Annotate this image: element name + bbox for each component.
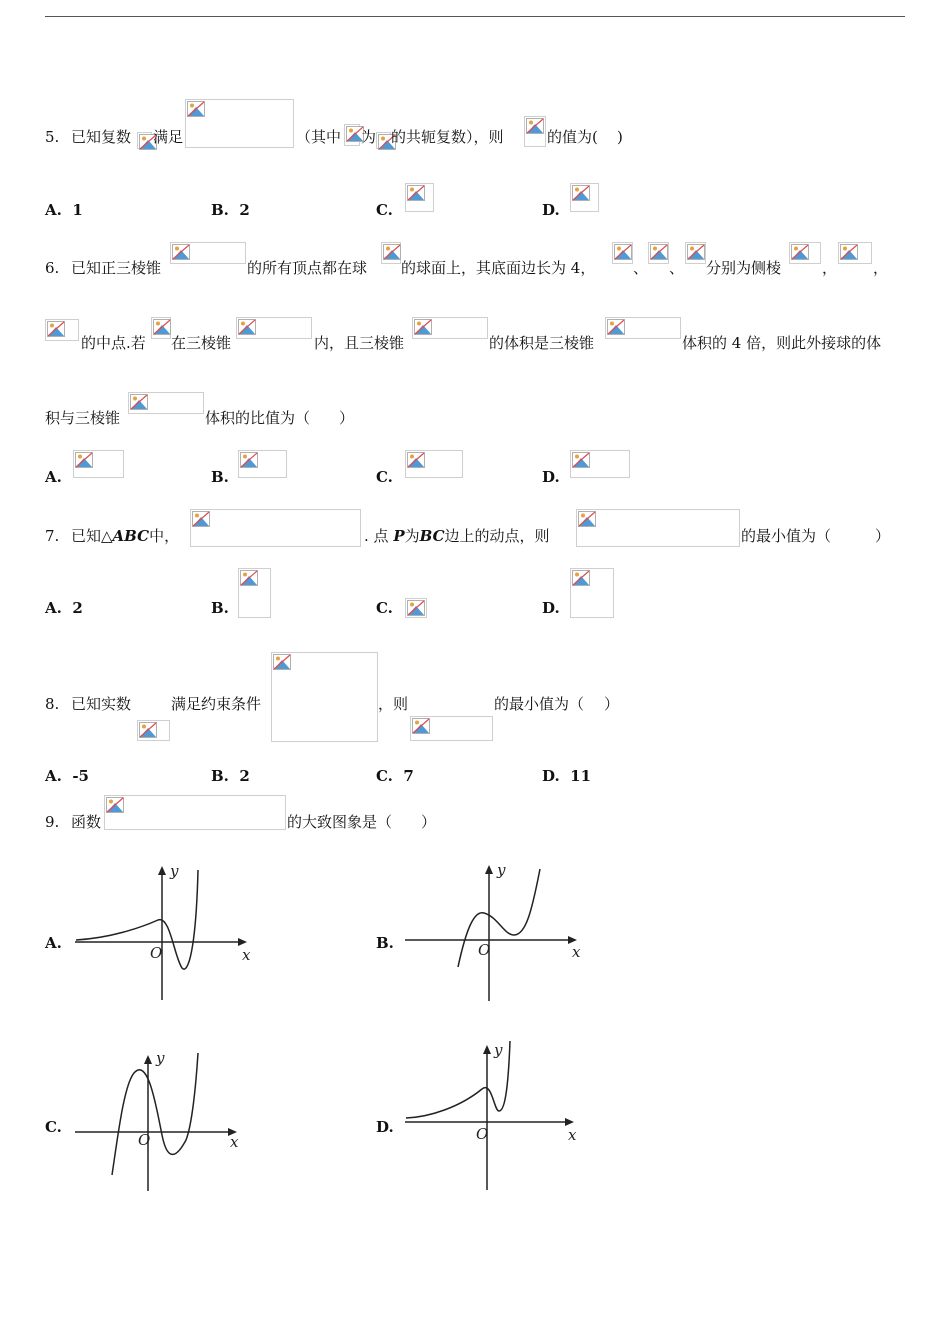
q5-text-7: )	[617, 128, 623, 146]
graph-c[interactable]	[70, 1045, 260, 1195]
q8-option-c[interactable]: C. 7	[376, 767, 414, 785]
formula-image	[137, 132, 152, 149]
formula-image	[570, 183, 599, 212]
q6-text-2: 的所有顶点都在球	[247, 259, 368, 277]
formula-image	[236, 317, 312, 339]
broken-image-icon	[192, 511, 210, 527]
broken-image-icon	[240, 570, 258, 586]
broken-image-icon	[414, 319, 432, 335]
q6-text-1: 已知正三棱锥	[71, 259, 162, 277]
broken-image-icon	[238, 319, 256, 335]
formula-image	[570, 568, 614, 618]
q6-option-c[interactable]: C.	[376, 468, 393, 486]
x-label: x	[568, 1126, 577, 1144]
broken-image-icon	[526, 118, 544, 134]
formula-image	[344, 124, 360, 146]
formula-image	[128, 392, 204, 414]
q9-option-c[interactable]: C.	[45, 1118, 62, 1136]
formula-image	[410, 716, 493, 741]
formula-image	[524, 116, 546, 147]
q5-text-5: 的共轭复数），则	[391, 128, 504, 146]
broken-image-icon	[130, 394, 148, 410]
broken-image-icon	[407, 600, 425, 616]
q6-text-12: 的体积是三棱锥	[489, 334, 595, 352]
formula-image	[405, 183, 434, 212]
y-arrow-icon	[144, 1055, 152, 1064]
q9-number: 9.	[45, 813, 60, 831]
broken-image-icon	[139, 722, 157, 738]
q5-text-3: （其中	[296, 128, 342, 146]
formula-image	[45, 319, 79, 341]
x-arrow-icon	[565, 1118, 574, 1126]
formula-image	[405, 450, 463, 478]
y-label: y	[497, 861, 506, 879]
formula-image	[185, 99, 294, 148]
origin-label: O	[138, 1131, 151, 1149]
q8-option-a[interactable]: A. -5	[45, 767, 89, 785]
formula-image	[104, 795, 286, 830]
broken-image-icon	[572, 452, 590, 468]
top-rule	[45, 16, 905, 17]
q6-text-15: 体积的比值为（	[205, 409, 311, 427]
x-label: x	[242, 946, 251, 964]
q7-option-d[interactable]: D.	[542, 599, 560, 617]
formula-image	[190, 509, 361, 547]
q8-text-2: 满足约束条件	[171, 695, 262, 713]
broken-image-icon	[614, 244, 632, 260]
formula-image	[151, 317, 171, 339]
y-arrow-icon	[485, 865, 493, 874]
broken-image-icon	[572, 185, 590, 201]
q7-option-a[interactable]: A. 2	[45, 599, 83, 617]
formula-image	[412, 317, 488, 339]
q6-text-5: 、	[669, 259, 685, 277]
q8-option-d[interactable]: D. 11	[542, 767, 592, 785]
q5-number: 5.	[45, 128, 60, 146]
q7-text-3: 的最小值为（	[741, 527, 832, 545]
broken-image-icon	[153, 319, 171, 335]
q8-text-1: 已知实数	[71, 695, 132, 713]
broken-image-icon	[47, 321, 65, 337]
q7-number: 7.	[45, 527, 60, 545]
curve	[76, 870, 198, 969]
q9-option-d[interactable]: D.	[376, 1118, 394, 1136]
formula-image	[238, 568, 271, 618]
q8-text-3: ，则	[378, 695, 409, 713]
q5-option-a[interactable]: A. 1	[45, 201, 83, 219]
broken-image-icon	[273, 654, 291, 670]
origin-label: O	[150, 944, 163, 962]
formula-image	[271, 652, 378, 742]
formula-image	[170, 242, 246, 264]
broken-image-icon	[578, 511, 596, 527]
q7-option-b[interactable]: B.	[211, 599, 229, 617]
formula-image	[238, 450, 287, 478]
q6-text-13: 体积的 4 倍，则此外接球的体	[682, 334, 882, 352]
q5-text-2: 满足	[153, 128, 184, 146]
broken-image-icon	[687, 244, 705, 260]
y-arrow-icon	[158, 866, 166, 875]
q5-option-d[interactable]: D.	[542, 201, 560, 219]
broken-image-icon	[791, 244, 809, 260]
graph-d[interactable]	[400, 1035, 590, 1195]
x-label: x	[230, 1133, 239, 1151]
q9-option-b[interactable]: B.	[376, 934, 394, 952]
q8-number: 8.	[45, 695, 60, 713]
broken-image-icon	[650, 244, 668, 260]
q6-option-d[interactable]: D.	[542, 468, 560, 486]
broken-image-icon	[407, 452, 425, 468]
broken-image-icon	[383, 244, 401, 260]
y-arrow-icon	[483, 1045, 491, 1054]
q6-option-b[interactable]: B.	[211, 468, 229, 486]
q9-option-a[interactable]: A.	[45, 934, 62, 952]
formula-image	[789, 242, 821, 264]
q7-text-4: ）	[875, 527, 891, 545]
q6-text-4: 、	[633, 259, 649, 277]
curve	[112, 1053, 198, 1175]
q6-number: 6.	[45, 259, 60, 277]
broken-image-icon	[572, 570, 590, 586]
q6-text-6: 分别为侧棱	[706, 259, 782, 277]
q5-text-4: 为	[361, 128, 377, 146]
graph-b[interactable]	[400, 855, 590, 1005]
formula-image	[405, 598, 427, 618]
q9-text-2: 的大致图象是（	[287, 813, 393, 831]
formula-image	[612, 242, 633, 264]
q5-text-6: 的值为(	[547, 128, 598, 146]
q8-text-5: ）	[604, 695, 620, 713]
q7-option-c[interactable]: C.	[376, 599, 393, 617]
x-label: x	[572, 943, 581, 961]
q5-option-c[interactable]: C.	[376, 201, 393, 219]
broken-image-icon	[172, 244, 190, 260]
broken-image-icon	[607, 319, 625, 335]
q6-text-7: ，	[822, 259, 838, 277]
q6-option-a[interactable]: A.	[45, 468, 62, 486]
broken-image-icon	[187, 101, 205, 117]
formula-image	[576, 509, 740, 547]
q6-text-16: ）	[339, 409, 355, 427]
broken-image-icon	[240, 452, 258, 468]
broken-image-icon	[106, 797, 124, 813]
graph-a[interactable]	[70, 860, 260, 1005]
q6-text-10: 在三棱锥	[171, 334, 232, 352]
y-label: y	[170, 862, 179, 880]
broken-image-icon	[75, 452, 93, 468]
q9-text-3: ）	[421, 813, 437, 831]
formula-image	[570, 450, 630, 478]
broken-image-icon	[412, 718, 430, 734]
curve	[458, 869, 540, 967]
formula-image	[137, 720, 170, 741]
q8-text-4: 的最小值为（	[494, 695, 585, 713]
q5-option-b[interactable]: B. 2	[211, 201, 250, 219]
q6-text-14: 积与三棱锥	[45, 409, 121, 427]
broken-image-icon	[840, 244, 858, 260]
y-label: y	[156, 1049, 165, 1067]
q6-text-11: 内，且三棱锥	[314, 334, 405, 352]
formula-image	[648, 242, 669, 264]
formula-image	[685, 242, 706, 264]
q6-text-3: 的球面上，其底面边长为 4，	[401, 259, 596, 277]
formula-image	[73, 450, 124, 478]
origin-label: O	[476, 1125, 489, 1143]
q8-option-b[interactable]: B. 2	[211, 767, 250, 785]
q9-text-1: 函数	[71, 813, 102, 831]
x-arrow-icon	[238, 938, 247, 946]
formula-image	[838, 242, 872, 264]
origin-label: O	[478, 941, 491, 959]
q7-text-2: . 点 P为BC边上的动点，则	[364, 527, 550, 545]
q6-text-8: ，	[873, 259, 889, 277]
formula-image	[605, 317, 681, 339]
broken-image-icon	[407, 185, 425, 201]
q7-text-1: 已知△ABC中，	[71, 527, 180, 545]
formula-image	[381, 242, 401, 264]
q6-text-9: 的中点.若	[81, 334, 146, 352]
formula-image	[376, 132, 391, 149]
q5-text-1: 已知复数	[71, 128, 132, 146]
y-label: y	[494, 1041, 503, 1059]
